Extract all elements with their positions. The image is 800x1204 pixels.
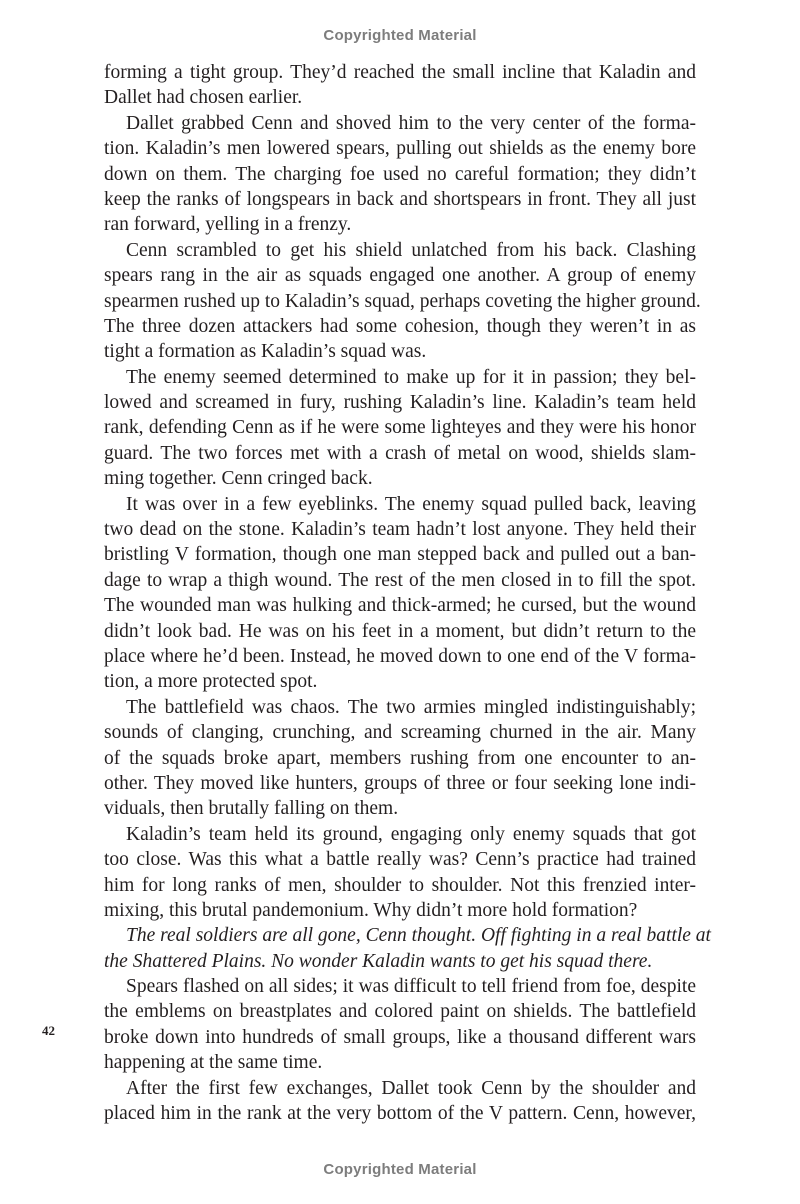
text-line: The real soldiers are all gone, Cenn thought. Off fighting in a real battle at [126, 925, 711, 947]
text-line: Spears flashed on all sides; it was difficult to tell friend from foe, despite [126, 976, 696, 998]
copyright-watermark-top: Copyrighted Material [323, 27, 477, 44]
body-text [104, 60, 711, 1126]
text-line: placed him in the rank at the very bottom of the V pattern. Cenn, however, [104, 1103, 696, 1125]
text-line: The enemy seemed determined to make up for it in passion; they bel- [126, 366, 696, 388]
text-line: tion. Kaladin’s men lowered spears, pulling out shields as the enemy bore [104, 138, 696, 160]
text-line: guard. The two forces met with a crash of metal on wood, shields slam- [104, 442, 696, 464]
text-line: down on them. The charging foe used no careful formation; they didn’t [104, 163, 696, 185]
text-line: Dallet had chosen earlier. [104, 87, 303, 109]
text-line: lowed and screamed in fury, rushing Kaladin’s line. Kaladin’s team held [104, 392, 696, 414]
text-line: tight a formation as Kaladin’s squad was. [104, 341, 427, 363]
text-line: other. They moved like hunters, groups of three or four seeking lone indi- [104, 772, 696, 794]
text-line: of the squads broke apart, members rushing from one encounter to an- [104, 747, 696, 769]
text-line: didn’t look bad. He was on his feet in a moment, but didn’t return to the [104, 620, 696, 642]
text-line: bristling V formation, though one man stepped back and pulled out a ban- [104, 544, 696, 566]
page-number: 42 [42, 1023, 55, 1038]
text-line: The battlefield was chaos. The two armies mingled indistinguishably; [126, 696, 696, 718]
text-line: too close. Was this what a battle really was? Cenn’s practice had trained [104, 849, 696, 871]
text-line: sounds of clanging, crunching, and screaming churned in the air. Many [104, 722, 696, 744]
text-line: viduals, then brutally falling on them. [104, 798, 399, 820]
text-line: him for long ranks of men, shoulder to shoulder. Not this frenzied inter- [104, 874, 696, 896]
text-line: After the first few exchanges, Dallet took Cenn by the shoulder and [126, 1077, 696, 1099]
text-line: tion, a more protected spot. [104, 671, 318, 693]
text-line: the emblems on breastplates and colored paint on shields. The battlefield [104, 1001, 696, 1023]
text-line: It was over in a few eyeblinks. The enemy squad pulled back, leaving [126, 493, 696, 515]
text-line: two dead on the stone. Kaladin’s team hadn’t lost anyone. They held their [104, 519, 696, 541]
text-line: Kaladin’s team held its ground, engaging only enemy squads that got [126, 823, 696, 845]
text-line: broke down into hundreds of small groups, like a thousand different wars [104, 1026, 696, 1048]
text-line: forming a tight group. They’d reached the small incline that Kaladin and [104, 62, 696, 83]
text-line: Cenn scrambled to get his shield unlatched from his back. Clashing [126, 239, 696, 261]
text-line: the Shattered Plains. No wonder Kaladin wants to get his squad there. [104, 950, 653, 972]
text-line: Dallet grabbed Cenn and shoved him to the very center of the forma- [126, 112, 696, 134]
text-line: happening at the same time. [104, 1052, 323, 1074]
text-line: spears rang in the air as squads engaged one another. A group of enemy [104, 265, 696, 287]
copyright-watermark-bottom: Copyrighted Material [323, 1161, 477, 1178]
text-line: ran forward, yelling in a frenzy. [104, 214, 352, 236]
text-line: ming together. Cenn cringed back. [104, 468, 373, 490]
text-line: The three dozen attackers had some cohesion, though they weren’t in as [104, 315, 696, 337]
text-line: keep the ranks of longspears in back and shortspears in front. They all just [104, 188, 696, 210]
text-line: dage to wrap a thigh wound. The rest of the men closed in to fill the spot. [104, 569, 696, 591]
text-line: mixing, this brutal pandemonium. Why didn’t more hold formation? [104, 899, 638, 921]
text-line: rank, defending Cenn as if he were some lighteyes and they were his honor [104, 417, 696, 439]
text-line: place where he’d been. Instead, he moved down to one end of the V forma- [104, 645, 696, 667]
text-line: spearmen rushed up to Kaladin’s squad, perhaps coveting the higher ground. [104, 290, 701, 312]
text-line: The wounded man was hulking and thick-armed; he cursed, but the wound [104, 595, 696, 617]
